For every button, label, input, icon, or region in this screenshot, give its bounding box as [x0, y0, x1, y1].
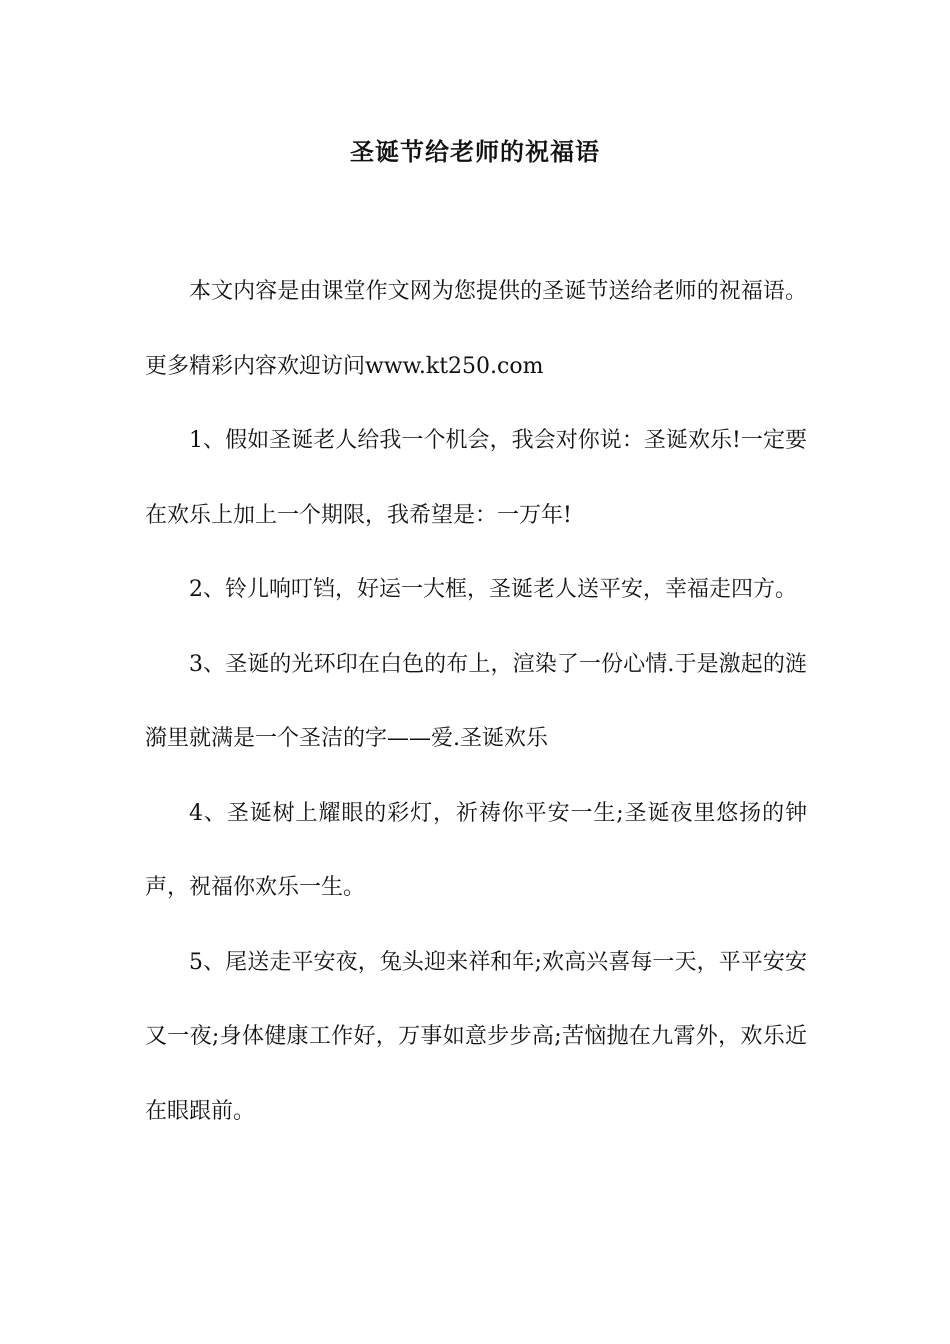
greeting-paragraph-4: 4、圣诞树上耀眼的彩灯，祈祷你平安一生;圣诞夜里悠扬的钟声，祝福你欢乐一生。 [145, 800, 807, 900]
greeting-paragraph-3: 3、圣诞的光环印在白色的布上，渲染了一份心情.于是激起的涟漪里就满是一个圣洁的字——爱.圣诞欢乐 [145, 651, 807, 751]
greeting-paragraph-2: 2、铃儿响叮铛，好运一大框，圣诞老人送平安，幸福走四方。 [189, 577, 797, 602]
document-title: 圣诞节给老师的祝福语 [350, 137, 600, 166]
greeting-paragraph-5: 5、尾送走平安夜，兔头迎来祥和年;欢高兴喜每一天，平平安安又一夜;身体健康工作好，万事如意步步高;苦恼抛在九霄外，欢乐近在眼跟前。 [145, 949, 807, 1124]
greeting-paragraph-1: 1、假如圣诞老人给我一个机会，我会对你说：圣诞欢乐!一定要在欢乐上加上一个期限，我希望是：一万年! [145, 428, 807, 528]
document-body [145, 255, 807, 1149]
intro-paragraph: 本文内容是由课堂作文网为您提供的圣诞节送给老师的祝福语。更多精彩内容欢迎访问www.kt250.com [145, 279, 807, 379]
